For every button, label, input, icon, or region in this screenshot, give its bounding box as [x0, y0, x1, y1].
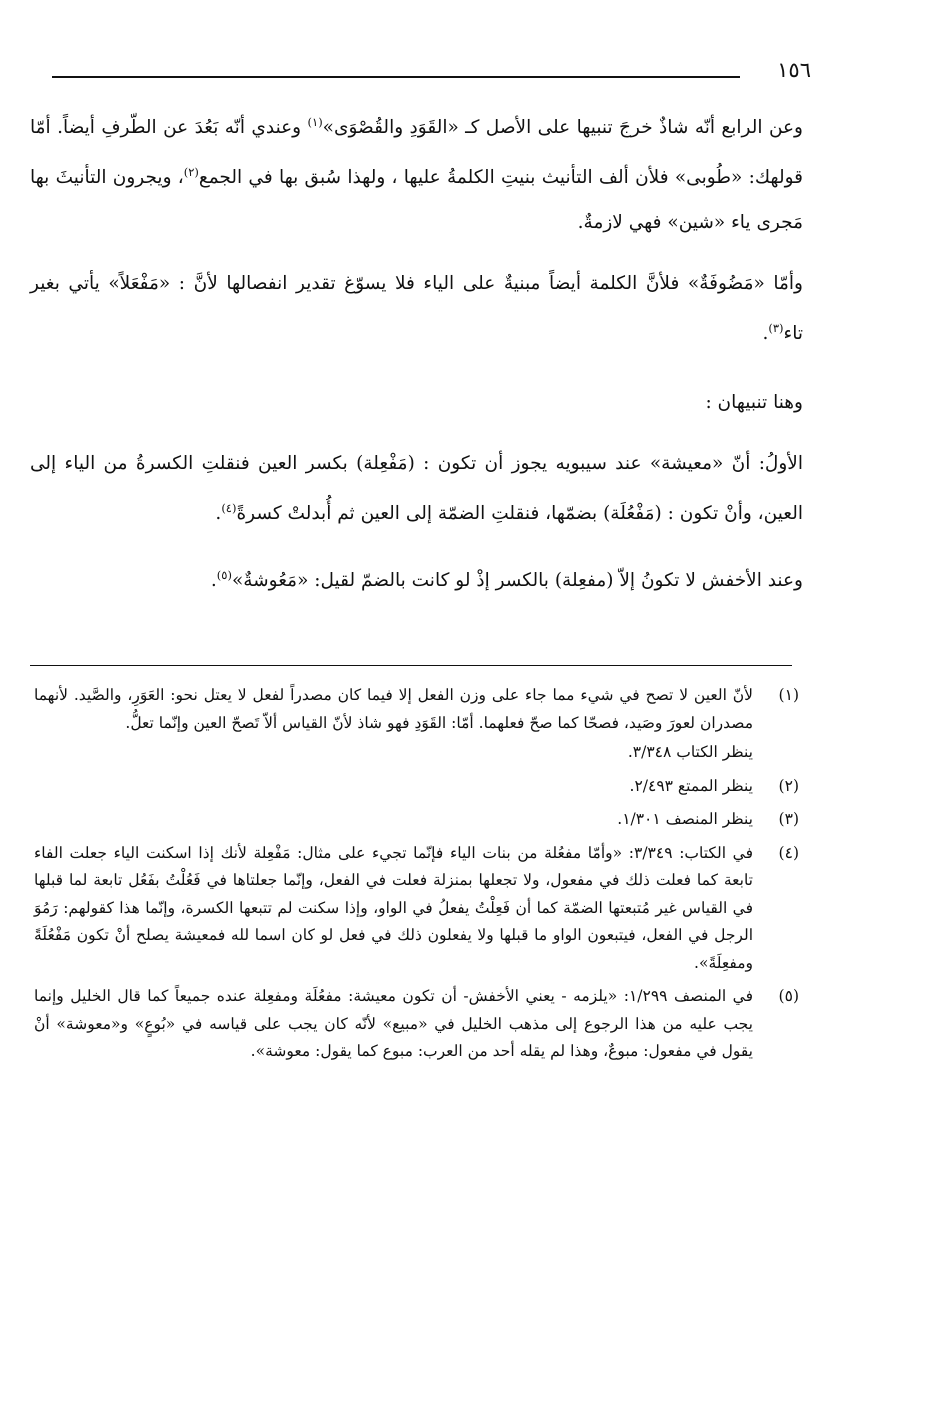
page-number: ١٥٦: [777, 58, 811, 82]
footnote-text: في المنصف ١/٢٩٩: «يلزمه - يعني الأخفش- أن تكون معيشة: مفعُلَة ومفعِلة عنده جميعاً كما قال الخليل وإنما يجب عليه من هذا الرجوع إلى مذهب الخليل في «مبيع» لأنّه كان يجب على قياسه في «بُوعٍ» و«معوشة» أنْ يقول في مفعول: مبوعٌ، وهذا لم يقله أحد من العرب: مبوع كما يقول: معوشة».: [34, 987, 753, 1060]
footnote-number: (٤): [778, 843, 799, 862]
footnote-separator: [30, 665, 792, 666]
footnote-1: [34, 682, 801, 737]
footnote-1-reference: ينظر الكتاب ٣/٣٤٨.: [627, 743, 753, 761]
footnote-ref[interactable]: (١): [307, 115, 323, 129]
footnote-number: (٥): [778, 987, 799, 1005]
main-text: [30, 100, 803, 603]
footnote-3: [34, 806, 801, 834]
section-heading: وهنا تنبيهان :: [705, 392, 803, 414]
header-rule: [52, 76, 740, 78]
paragraph-1: وعن الرابع أنّه شاذٌ خرجَ تنبيها على الأصل كـ «القَوَدِ والقُصْوَى»$^{(١)}$ وعندي أنّه بَعُدَ عن الطّرفِ أيضاً. أمّا قولهك: «طُوبى» فلأن ألف التأنيث بنيتِ الكلمةُ عليها ، ولهذا سُبق بها في الجمع$^{(٢)}$، ويجرون التأنيثَ بها مَجرى ياء «شين» فهي لازمةٌ.: [30, 115, 803, 234]
footnote-ref[interactable]: (٤): [221, 501, 237, 516]
paragraph-2: وأمّا «مَضُوفَةٌ» فلأنَّ الكلمة أيضاً مبنيةٌ على الياء فلا يسوّغ تقدير انفصالها لأنَّ : «مَفْعَلاً» يأتي بغير تاء$^{(٣)}$.: [30, 273, 803, 345]
footnote-text: ينظر المنصف ١/٣٠١.: [617, 810, 753, 828]
footnote-number: (١): [778, 686, 799, 704]
paragraph-3: الأولُ: أنّ «معيشة» عند سيبويه يجوز أن تكون : (مَفْعِلة) بكسر العين فنقلتِ الكسرةُ من الياء إلى العين، وأنْ تكون : (مَفْعُلَة) بضمّها، فنقلتِ الضمّة إلى العين ثم أُبدلتْ كسرةً$^{(٤)}$.: [30, 453, 803, 525]
footnote-text: لأنّ العين لا تصح في شيء مما جاء على وزن الفعل إلا فيما كان مصدراً لفعل لا يعتل نحو: العَوَرِ، والصَّيد. لأنهما مصدران لعورَ وصَيد، فصحّا كما صحّ فعلهما. أمّا: القَوَدِ فهو شاذ لأنّ القياس ألاّ تَصحّ العين وإنّما تعلُّ.: [34, 686, 753, 732]
footnote-text: ينظر الممتع ٢/٤٩٣.: [629, 776, 753, 795]
footnote-ref[interactable]: (٢): [183, 165, 199, 180]
footnote-text: في الكتاب: ٣/٣٤٩: «وأمّا مفعُلة من بنات الياء فإنّما تجيء على مثال: مَفْعِلة لأنك إذا اسكنت الياء جعلت الفاء تابعة كما فعلت ذلك في مفعول، ولا تجعلها بمنزلة فعلت في الفعل، وإنّما جعلتاها في فَعُلْتُ بفَعُل تابعة لما قبلها في القياس غير مُتبعتها الضمّة كما أن فَعِلْتُ يفعلُ في الواو، وإذا سكنت لم تتبعها الكسرة، وإنّما هذا كقولهم: رَمُوَ الرجل في الفعل، فيتبعون الواو ما قبلها ولا يفعلون ذلك في فعل لو كان اسما لله فمعيشة يصلح أنْ تكون مَفْعُلَةً ومفعِلَةً».: [34, 843, 753, 972]
footnote-ref[interactable]: (٥): [216, 567, 232, 582]
footnote-2: [34, 773, 801, 801]
footnote-number: (٢): [778, 776, 799, 795]
footnote-number: (٣): [778, 810, 799, 828]
paragraph-4: وعند الأخفش لا تكونُ إلاّ (مفعِلة) بالكسر إذْ لو كانت بالضمّ لقيل: «مَعُوشةٌ»$^{(٥)}$.: [210, 567, 803, 591]
footnotes: [34, 682, 801, 1066]
footnote-ref[interactable]: (٣): [768, 321, 784, 336]
footnote-5: [34, 983, 801, 1066]
footnote-4: [34, 840, 801, 978]
